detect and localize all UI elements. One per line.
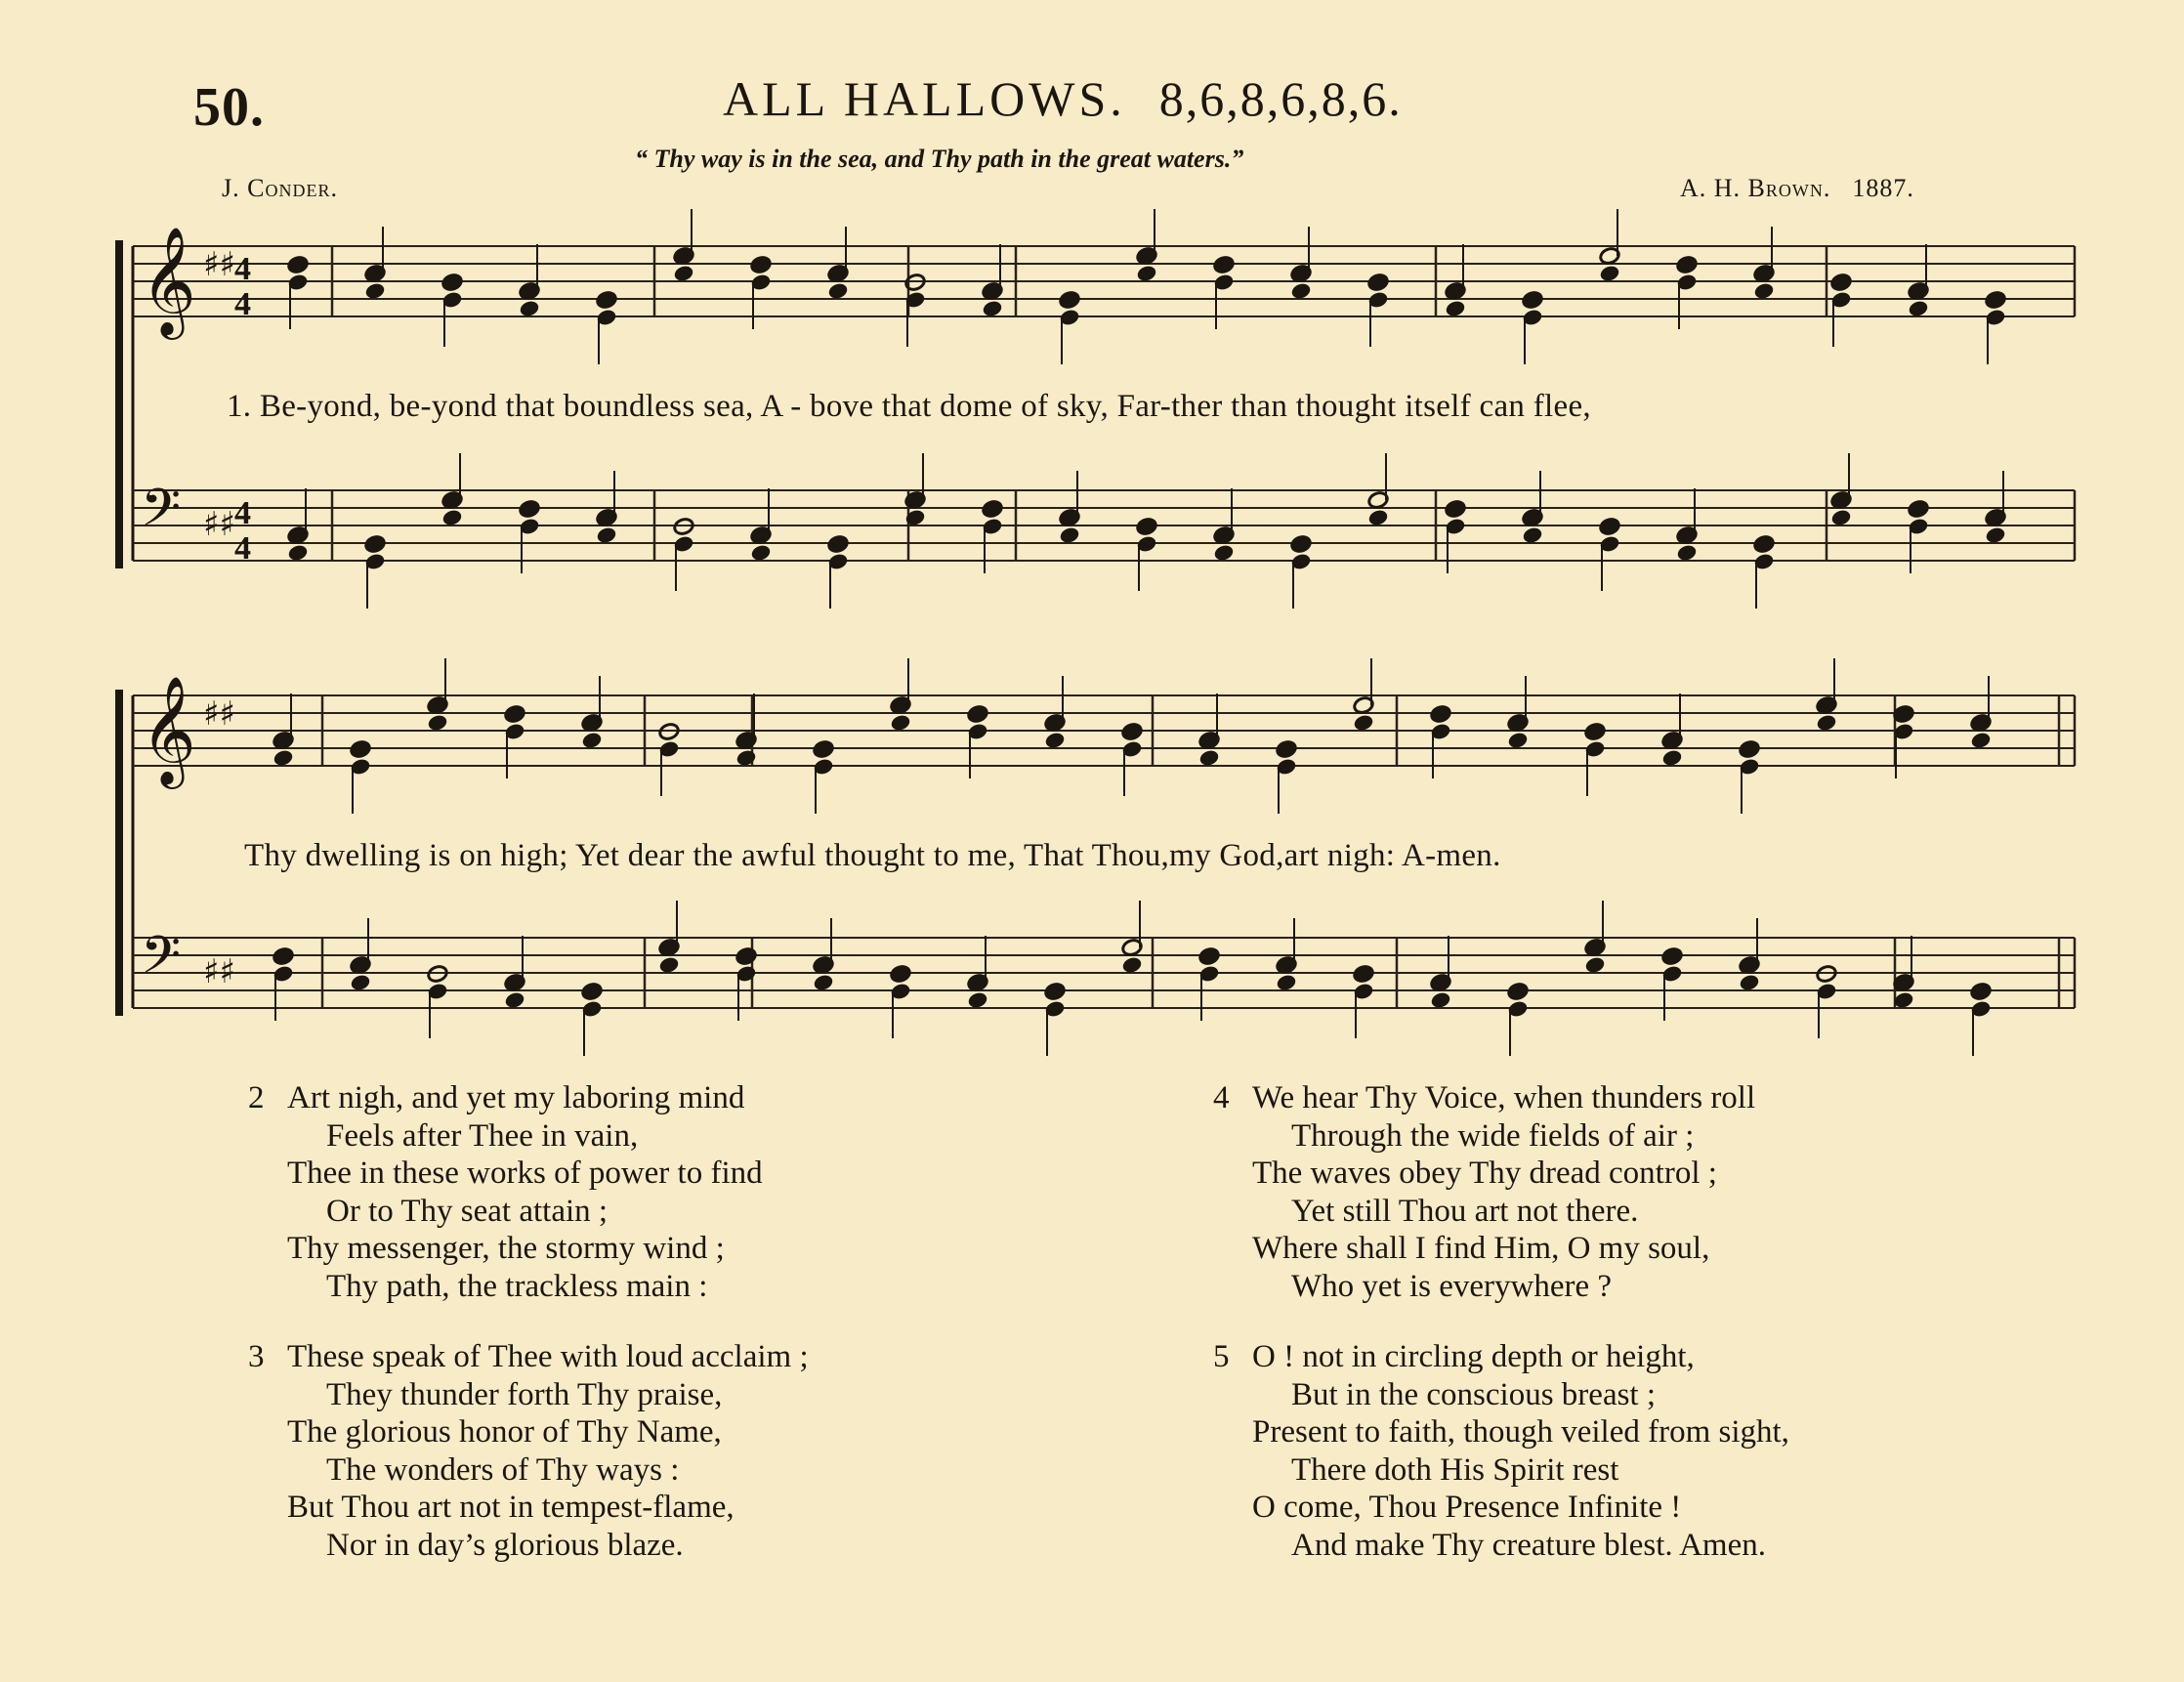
note-head bbox=[1136, 517, 1158, 536]
note-head bbox=[1661, 946, 1684, 966]
note-head bbox=[364, 534, 387, 554]
verse-line bbox=[1213, 1338, 1789, 1376]
note-head bbox=[1059, 526, 1081, 545]
note-head bbox=[504, 704, 526, 724]
note-head bbox=[581, 982, 604, 1001]
verse-number: 4 bbox=[1213, 1080, 1230, 1115]
note-head bbox=[1970, 982, 1993, 1001]
verse-line: Thy path, the trackless main : bbox=[326, 1268, 708, 1304]
lyric-line-1: 1. Be-yond, be-yond that boundless sea, A - bove that dome of sky, Far-ther than thought itself can flee, bbox=[227, 389, 1591, 424]
note-head bbox=[1445, 299, 1467, 318]
verse-line: Thee in these works of power to find bbox=[287, 1156, 763, 1191]
note-head bbox=[1198, 946, 1221, 966]
note-head bbox=[1213, 255, 1236, 274]
note-head bbox=[427, 713, 449, 733]
note-head bbox=[1367, 508, 1390, 527]
key-signature: ♯♯ bbox=[203, 245, 235, 284]
note-head bbox=[967, 704, 989, 724]
bass-staff bbox=[133, 901, 2075, 1056]
hymn-meter: 8,6,8,6,8,6. bbox=[1158, 71, 1403, 126]
author-credit: J. Conder. bbox=[222, 174, 338, 202]
note-head bbox=[1661, 748, 1684, 768]
bass-staff bbox=[133, 453, 2075, 609]
time-signature: 4 bbox=[234, 495, 251, 531]
note-head bbox=[581, 731, 604, 750]
verse-line: Yet still Thou art not there. bbox=[1291, 1193, 1639, 1229]
note-head bbox=[596, 526, 618, 545]
note-head bbox=[519, 299, 541, 318]
note-head bbox=[1430, 990, 1452, 1010]
note-head bbox=[504, 990, 526, 1010]
note-head bbox=[1445, 499, 1467, 519]
verse-line-text: We hear Thy Voice, when thunders roll bbox=[1252, 1080, 1756, 1115]
note-head bbox=[1985, 526, 2007, 545]
note-head bbox=[1353, 964, 1375, 984]
verse-line bbox=[248, 1338, 809, 1376]
verse-line: But Thou art not in tempest-flame, bbox=[287, 1490, 735, 1525]
note-head bbox=[1136, 264, 1158, 283]
note-head bbox=[1584, 722, 1607, 741]
note-head bbox=[1908, 299, 1930, 318]
composer-name: A. H. Brown. bbox=[1680, 174, 1831, 202]
time-signature: 4 bbox=[234, 286, 251, 322]
note-head bbox=[350, 973, 372, 992]
verse-line: Who yet is everywhere ? bbox=[1291, 1268, 1613, 1304]
hymn-title: ALL HALLOWS. bbox=[723, 71, 1126, 126]
verse-line: There doth His Spirit rest bbox=[1291, 1451, 1619, 1488]
note-head bbox=[750, 543, 773, 563]
note-head bbox=[1753, 534, 1776, 554]
note-head bbox=[1970, 731, 1993, 750]
note-head bbox=[441, 508, 464, 527]
note-head bbox=[364, 281, 387, 301]
note-head bbox=[827, 281, 850, 301]
verse-5 bbox=[1213, 1338, 1789, 1564]
note-head bbox=[1522, 526, 1544, 545]
note-head bbox=[1353, 713, 1375, 733]
verse-line: The waves obey Thy dread control ; bbox=[1252, 1156, 1717, 1191]
note-head bbox=[1816, 713, 1838, 733]
verse-line: And make Thy creature blest. Amen. bbox=[1291, 1527, 1766, 1563]
note-head bbox=[1044, 982, 1067, 1001]
note-head bbox=[658, 955, 681, 975]
verse-3 bbox=[248, 1338, 809, 1564]
note-head bbox=[1059, 290, 1081, 310]
key-signature: ♯♯ bbox=[203, 694, 235, 734]
note-head bbox=[596, 290, 618, 310]
bass-clef: 𝄢 bbox=[141, 926, 182, 998]
treble-clef: 𝄞 bbox=[141, 226, 196, 335]
note-head bbox=[890, 713, 912, 733]
note-head bbox=[1753, 281, 1776, 301]
treble-staff bbox=[133, 209, 2075, 364]
note-head bbox=[1985, 290, 2007, 310]
hymn-number: 50. bbox=[193, 77, 265, 138]
note-head bbox=[1290, 281, 1313, 301]
lyric-line-2: Thy dwelling is on high; Yet dear the awful thought to me, That Thou,my God,art nigh: A-men. bbox=[244, 838, 1501, 873]
verse-line: Thy messenger, the stormy wind ; bbox=[287, 1231, 725, 1266]
composition-year: 1887. bbox=[1852, 174, 1914, 202]
note-head bbox=[813, 739, 835, 759]
treble-staff bbox=[133, 658, 2075, 814]
note-head bbox=[273, 748, 295, 768]
note-head bbox=[1430, 704, 1452, 724]
note-head bbox=[1367, 273, 1390, 292]
verse-line-text: O ! not in circling depth or height, bbox=[1252, 1339, 1695, 1374]
note-head bbox=[750, 255, 773, 274]
note-head bbox=[1507, 731, 1530, 750]
note-head bbox=[1676, 255, 1699, 274]
note-head bbox=[273, 946, 295, 966]
note-head bbox=[827, 534, 850, 554]
verse-line: Or to Thy seat attain ; bbox=[326, 1193, 609, 1229]
key-signature: ♯♯ bbox=[203, 952, 235, 991]
verse-line-text: These speak of Thee with loud acclaim ; bbox=[287, 1339, 809, 1374]
note-head bbox=[1121, 722, 1144, 741]
time-signature: 4 bbox=[234, 251, 251, 287]
note-head bbox=[519, 499, 541, 519]
note-head bbox=[1213, 543, 1236, 563]
note-head bbox=[350, 739, 372, 759]
note-head bbox=[287, 255, 310, 274]
key-signature: ♯♯ bbox=[203, 505, 235, 544]
verse-line: Where shall I find Him, O my soul, bbox=[1252, 1231, 1710, 1266]
verse-line-text: Art nigh, and yet my laboring mind bbox=[287, 1080, 745, 1115]
time-signature: 4 bbox=[234, 530, 251, 567]
verse-line: The glorious honor of Thy Name, bbox=[287, 1414, 722, 1450]
verse-2 bbox=[248, 1079, 763, 1305]
note-head bbox=[982, 499, 1004, 519]
note-head bbox=[1584, 955, 1607, 975]
note-head bbox=[890, 964, 912, 984]
verse-4 bbox=[1213, 1079, 1756, 1305]
verse-line: The wonders of Thy ways : bbox=[326, 1451, 680, 1488]
note-head bbox=[1830, 273, 1853, 292]
note-head bbox=[1908, 499, 1930, 519]
verse-number: 3 bbox=[248, 1339, 265, 1374]
verse-line: Nor in day’s glorious blaze. bbox=[326, 1527, 684, 1563]
note-head bbox=[1599, 517, 1621, 536]
note-head bbox=[1739, 739, 1761, 759]
note-head bbox=[1044, 731, 1067, 750]
note-head bbox=[1522, 290, 1544, 310]
note-head bbox=[1121, 955, 1144, 975]
verse-line: Through the wide fields of air ; bbox=[1291, 1117, 1695, 1154]
note-head bbox=[1676, 543, 1699, 563]
note-head bbox=[1276, 739, 1298, 759]
note-head bbox=[967, 990, 989, 1010]
note-head bbox=[441, 273, 464, 292]
verse-line: But in the conscious breast ; bbox=[1291, 1376, 1657, 1412]
note-head bbox=[673, 264, 695, 283]
note-head bbox=[735, 748, 758, 768]
bass-clef: 𝄢 bbox=[141, 479, 182, 551]
verse-line bbox=[248, 1079, 763, 1117]
treble-clef: 𝄞 bbox=[141, 675, 196, 784]
note-head bbox=[1739, 973, 1761, 992]
note-head bbox=[982, 299, 1004, 318]
note-head bbox=[287, 543, 310, 563]
note-head bbox=[1507, 982, 1530, 1001]
note-head bbox=[1198, 748, 1221, 768]
verse-line: They thunder forth Thy praise, bbox=[326, 1376, 723, 1412]
note-head bbox=[813, 973, 835, 992]
verse-number: 2 bbox=[248, 1080, 265, 1115]
verse-number: 5 bbox=[1213, 1339, 1230, 1374]
note-head bbox=[1290, 534, 1313, 554]
note-head bbox=[1830, 508, 1853, 527]
verse-line: Present to faith, though veiled from sight, bbox=[1252, 1414, 1789, 1450]
note-head bbox=[735, 946, 758, 966]
verse-line: Feels after Thee in vain, bbox=[326, 1117, 639, 1154]
note-head bbox=[1599, 264, 1621, 283]
verse-line: O come, Thou Presence Infinite ! bbox=[1252, 1490, 1682, 1525]
note-head bbox=[1276, 973, 1298, 992]
verse-line bbox=[1213, 1079, 1756, 1117]
epigraph: “ Thy way is in the sea, and Thy path in the great waters.” bbox=[635, 145, 1244, 173]
